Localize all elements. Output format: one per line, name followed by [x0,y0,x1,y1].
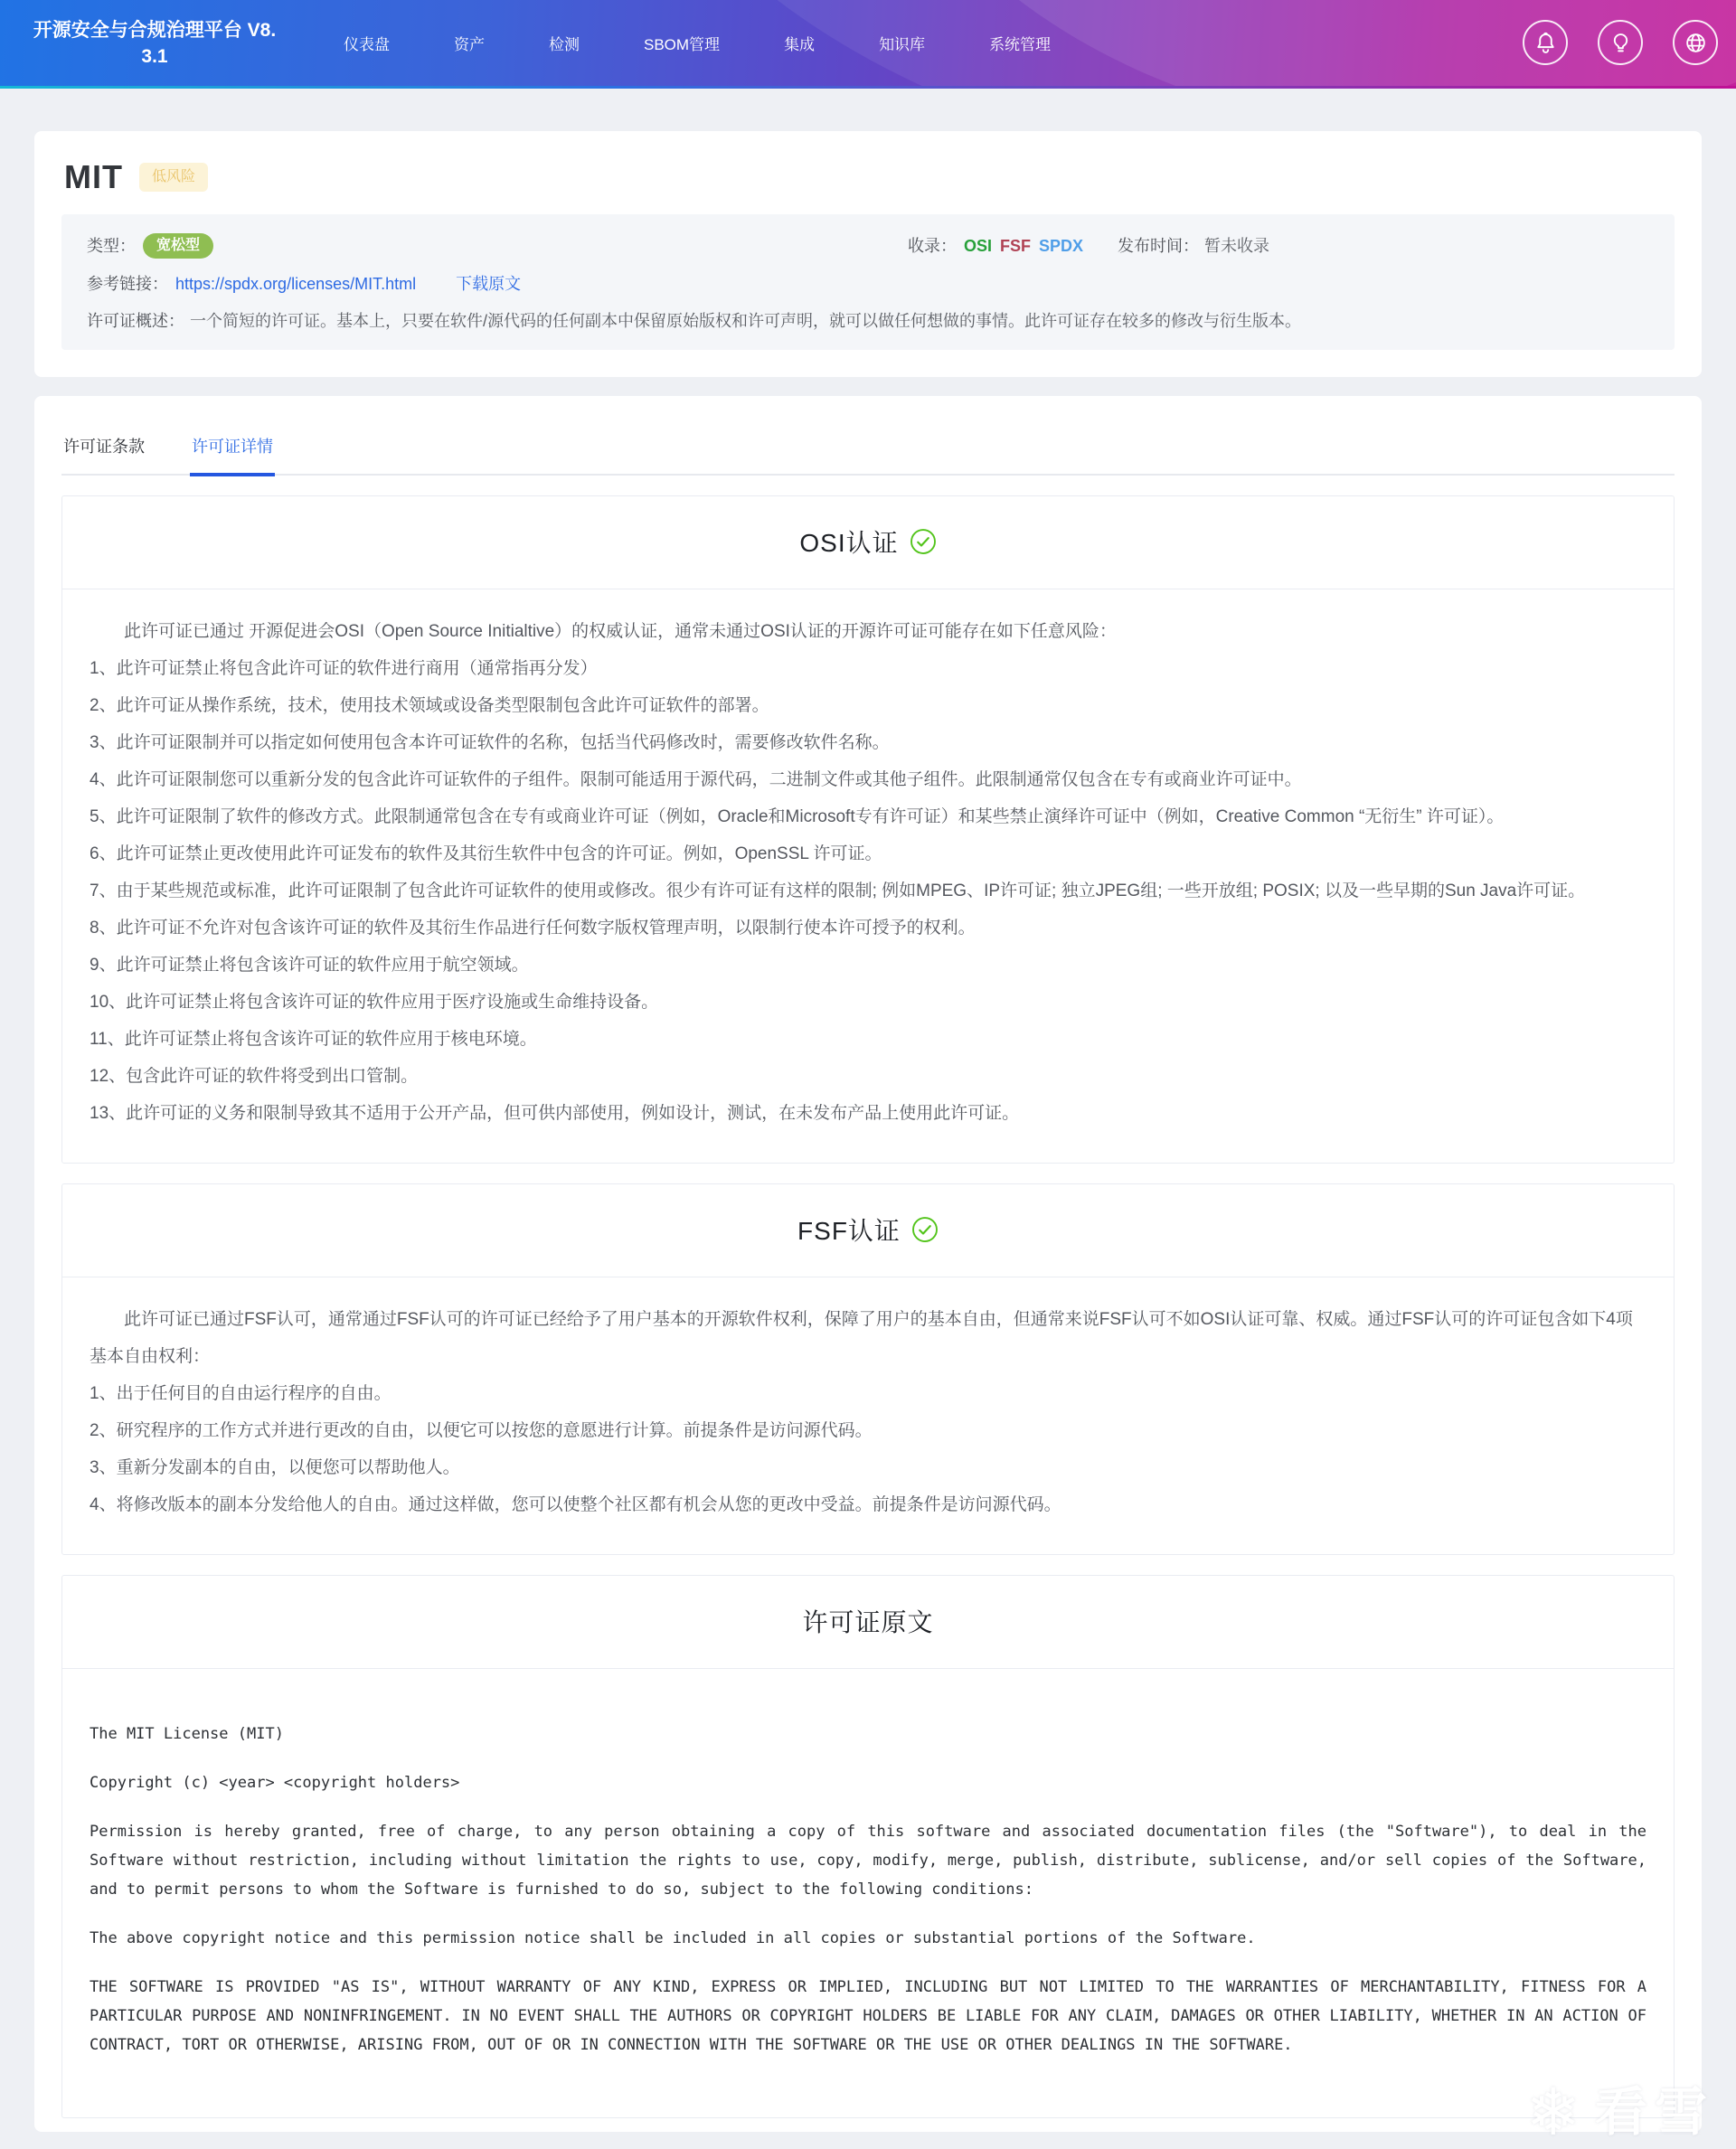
nav-item[interactable]: 检测 [549,36,580,53]
license-paragraph: The above copyright notice and this permission notice shall be included in all copies or substantial portions of the Software. [90,1929,1256,1947]
license-info-box [61,214,1675,350]
reference-link-label: 参考链接： [87,275,168,293]
indexed-field [908,234,1118,258]
fsf-freedom-item: 3、重新分发副本的自由，以便您可以帮助他人。 [90,1458,460,1477]
brand-line1: 开源安全与合规治理平台 V8. [33,19,277,41]
license-original-text [62,1669,1674,2117]
tab-license-terms[interactable]: 许可证条款 [63,438,145,456]
publish-time-label: 发布时间： [1118,237,1199,255]
original-panel-title: 许可证原文 [802,1608,934,1636]
watermark-text: 看雪 [1594,2083,1714,2142]
osi-risk-item: 2、此许可证从操作系统，技术，使用技术领域或设备类型限制包含此许可证软件的部署。 [90,696,769,715]
publish-time-value: 暂未收录 [1204,237,1269,255]
osi-risk-item: 12、包含此许可证的软件将受到出口管制。 [90,1067,419,1086]
publish-time-field [1118,234,1269,258]
osi-risk-item: 10、此许可证禁止将包含该许可证的软件应用于医疗设施或生命维持设备。 [90,993,659,1012]
brand-line2: 3.1 [141,45,168,67]
page-content [0,131,1736,2132]
tab-license-detail[interactable]: 许可证详情 [190,425,275,476]
license-title-row [61,158,1675,196]
license-detail-card [34,396,1702,2132]
brand-title [5,17,304,70]
header-icon-group [1523,20,1718,65]
indexed-label: 收录： [908,237,957,255]
help-bulb-icon[interactable] [1598,20,1643,65]
indexed-source-link[interactable]: OSI [964,237,993,255]
app-header [0,0,1736,86]
license-original-panel [61,1575,1675,2118]
fsf-panel-header [62,1184,1674,1277]
header-accent-line [0,86,1736,89]
osi-risk-item: 8、此许可证不允许对包含该许可证的软件及其衍生作品进行任何数字版权管理声明，以限制行使本许可授予的权利。 [90,919,976,938]
check-circle-icon [911,1216,939,1243]
osi-risk-item: 13、此许可证的义务和限制导致其不适用于公开产品，但可供内部使用，例如设计，测试，在未发布产品上使用此许可证。 [90,1104,1020,1123]
fsf-freedom-item: 2、研究程序的工作方式并进行更改的自由，以便它可以按您的意愿进行计算。前提条件是访问源代码。 [90,1421,873,1440]
fsf-panel-title: FSF认证 [797,1217,901,1245]
main-nav [344,32,1051,54]
tab-bar [61,419,1675,476]
fsf-freedom-item: 4、将修改版本的副本分发给他人的自由。通过这样做，您可以使整个社区都有机会从您的更改中受益。前提条件是访问源代码。 [90,1495,1061,1514]
license-paragraph: Copyright (c) <year> <copyright holders> [90,1774,460,1792]
license-paragraph: THE SOFTWARE IS PROVIDED "AS IS", WITHOUT WARRANTY OF ANY KIND, EXPRESS OR IMPLIED, INCLUDING BUT NOT LIMITED TO THE WARRANTIES OF MERCHANTABILITY, FITNESS FOR A PARTICULAR PURPOSE AND NONINFRINGEMENT. IN NO EVENT SHALL THE AUTHORS OR COPYRIGHT HOLDERS BE LIABLE FOR ANY CLAIM, DAMAGES OR OTHER LIABILITY, WHETHER IN AN ACTION OF CONTRACT, TORT OR OTHERWISE, ARISING FROM, OUT OF OR IN CONNECTION WITH THE SOFTWARE OR THE USE OR OTHER DEALINGS IN THE SOFTWARE. [90,1978,1646,2054]
osi-risk-item: 1、此许可证禁止将包含此许可证的软件进行商用（通常指再分发） [90,659,598,678]
download-original-link[interactable]: 下载原文 [456,275,522,293]
license-summary-card [34,131,1702,377]
indexed-source-list [964,234,1083,258]
info-row-2 [87,272,1649,296]
fsf-intro: 此许可证已通过FSF认可，通常通过FSF认可的许可证已经给予了用户基本的开源软件权利，保障了用户的基本自由，但通常来说FSF认可不如OSI认证可靠、权威。通过FSF认可的许可证包含如下4项基本自由权利： [90,1310,1633,1366]
type-value-pill: 宽松型 [143,233,213,259]
overview-text: 一个简短的许可证。基本上，只要在软件/源代码的任何副本中保留原始版权和许可声明，就可以做任何想做的事情。此许可证存在较多的修改与衍生版本。 [190,312,1301,330]
fsf-freedom-list [90,1375,1646,1523]
osi-risk-item: 3、此许可证限制并可以指定如何使用包含本许可证软件的名称，包括当代码修改时，需要修改软件名称。 [90,733,890,752]
nav-item[interactable]: SBOM管理 [644,36,721,53]
nav-item[interactable]: 知识库 [879,36,926,53]
osi-risk-list [90,650,1646,1132]
osi-panel-body [62,589,1674,1163]
license-type-field [87,233,908,259]
overview-label: 许可证概述： [87,312,184,330]
page-title: MIT [64,158,123,195]
snowflake-icon: ❄ [1525,2077,1580,2149]
osi-panel-header [62,496,1674,589]
osi-risk-item: 4、此许可证限制您可以重新分发的包含此许可证软件的子组件。限制可能适用于源代码，二进制文件或其他子组件。此限制通常仅包含在专有或商业许可证中。 [90,770,1302,789]
osi-risk-item: 11、此许可证禁止将包含该许可证的软件应用于核电环境。 [90,1030,537,1049]
fsf-certification-panel [61,1183,1675,1555]
license-paragraph: The MIT License (MIT) [90,1725,284,1743]
osi-risk-item: 5、此许可证限制了软件的修改方式。此限制通常包含在专有或商业许可证（例如，Oracle和Microsoft专有许可证）和某些禁止演绎许可证中（例如，Creative Common “无衍生” 许可证）。 [90,807,1505,826]
osi-risk-item: 7、由于某些规范或标准，此许可证限制了包含此许可证软件的使用或修改。很少有许可证有这样的限制; 例如MPEG、IP许可证; 独立JPEG组; 一些开放组; POSIX; 以及一些早期的Sun Java许可证。 [90,881,1586,900]
type-label: 类型： [87,237,136,255]
original-panel-header [62,1576,1674,1669]
info-row-1 [87,233,1649,259]
fsf-panel-body [62,1277,1674,1554]
nav-item[interactable]: 系统管理 [989,36,1052,53]
reference-link[interactable]: https://spdx.org/licenses/MIT.html [175,275,417,293]
indexed-source-link[interactable]: SPDX [1039,237,1084,255]
osi-panel-title: OSI认证 [799,529,899,557]
check-circle-icon [910,528,937,555]
license-paragraph: Permission is hereby granted, free of charge, to any person obtaining a copy of this software and associated documentation files (the "Software"), to deal in the Software without restriction, including without limitation the rights to use, copy, modify, merge, publish, distribute, sublicense, and/or sell copies of the Software, and to permit persons to whom the Software is furnished to do so, subject to the following conditions: [90,1823,1646,1899]
risk-level-badge: 低风险 [139,163,208,192]
nav-item[interactable]: 资产 [454,36,485,53]
osi-risk-item: 6、此许可证禁止更改使用此许可证发布的软件及其衍生软件中包含的许可证。例如，OpenSSL 许可证。 [90,844,882,863]
fsf-freedom-item: 1、出于任何目的自由运行程序的自由。 [90,1384,392,1403]
osi-risk-item: 9、此许可证禁止将包含该许可证的软件应用于航空领域。 [90,956,529,975]
nav-item[interactable]: 集成 [784,36,816,53]
notification-bell-icon[interactable] [1523,20,1568,65]
language-globe-icon[interactable] [1673,20,1718,65]
osi-intro: 此许可证已通过 开源促进会OSI（Open Source Initialtive）的权威认证，通常未通过OSI认证的开源许可证可能存在如下任意风险： [124,622,1117,641]
nav-item[interactable]: 仪表盘 [344,36,390,53]
info-row-3 [87,309,1649,333]
indexed-source-link[interactable]: FSF [1000,237,1032,255]
osi-certification-panel [61,495,1675,1164]
